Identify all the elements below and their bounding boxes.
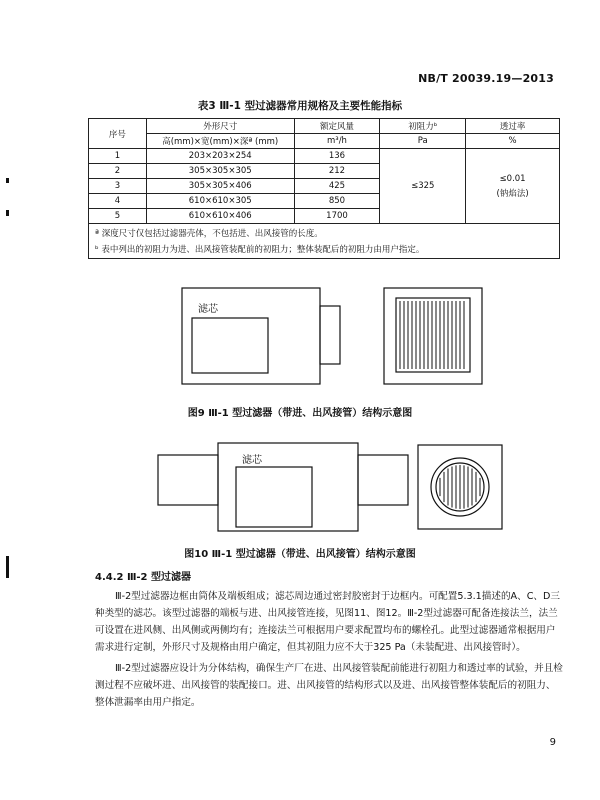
filter-core-label: 滤芯 bbox=[242, 455, 262, 466]
page-number: 9 bbox=[549, 737, 556, 748]
section-heading: 4.4.2 Ⅲ-2 型过滤器 bbox=[95, 572, 191, 583]
outlet-duct bbox=[358, 455, 408, 505]
figure10-caption: 图10 Ⅲ-1 型过滤器（带进、出风接管）结构示意图 bbox=[184, 549, 416, 560]
cell-dims: 305×305×406 bbox=[146, 179, 294, 194]
table-note-b: ᵇ 表中列出的初阻力为进、出风接管装配前的初阻力；整体装配后的初阻力由用户指定。 bbox=[95, 245, 425, 255]
filter-core-box bbox=[192, 318, 268, 373]
figure9-diagram bbox=[170, 280, 490, 400]
header-dims: 外形尺寸 bbox=[146, 119, 294, 134]
efficiency-method: (钠焰法) bbox=[496, 188, 529, 199]
table-note-a: ª 深度尺寸仅包括过滤器壳体，不包括进、出风接管的长度。 bbox=[95, 229, 323, 239]
filter-housing-side-view bbox=[182, 288, 320, 384]
margin-mark bbox=[6, 556, 9, 578]
cell-seq: 1 bbox=[89, 149, 147, 164]
filter-core-label: 滤芯 bbox=[198, 304, 218, 315]
cell-seq: 2 bbox=[89, 164, 147, 179]
standard-number: NB/T 20039.19—2013 bbox=[418, 72, 554, 85]
pleat-lines bbox=[440, 465, 480, 509]
header-seq: 序号 bbox=[89, 119, 147, 149]
pleated-media-square bbox=[396, 298, 470, 372]
cell-dims: 610×610×305 bbox=[146, 194, 294, 209]
cell-seq: 4 bbox=[89, 194, 147, 209]
section-paragraph-2: Ⅲ-2型过滤器应设计为分体结构，确保生产厂在进、出风接管装配前能进行初阻力和透过率的试验，并且检测过程不应破坏进、出风接管的装配接口。进、出风接管的结构形式以及进、出风接管整体装配后的初阻力、整体泄漏率由用户指定。 bbox=[95, 663, 563, 708]
table-row bbox=[89, 149, 560, 164]
cell-seq: 3 bbox=[89, 179, 147, 194]
margin-mark bbox=[6, 178, 9, 183]
cell-efficiency bbox=[466, 149, 560, 224]
filter-core-box bbox=[236, 467, 312, 527]
cell-dims: 305×305×305 bbox=[146, 164, 294, 179]
filter-housing-side-view bbox=[218, 443, 358, 531]
header-resistance: 初阻力ᵇ bbox=[380, 119, 466, 134]
cell-airflow: 136 bbox=[294, 149, 380, 164]
header-airflow: 额定风量 bbox=[294, 119, 380, 134]
efficiency-value: ≤0.01 bbox=[499, 173, 526, 184]
header-resistance-unit: Pa bbox=[380, 134, 466, 149]
cell-airflow: 212 bbox=[294, 164, 380, 179]
table-caption: 表3 Ⅲ-1 型过滤器常用规格及主要性能指标 bbox=[197, 100, 403, 112]
header-efficiency-unit: % bbox=[466, 134, 560, 149]
cell-resistance: ≤325 bbox=[380, 149, 466, 224]
filter-housing-front-view bbox=[384, 288, 482, 384]
header-dims-unit: 高(mm)×宽(mm)×深ª (mm) bbox=[146, 134, 294, 149]
cell-seq: 5 bbox=[89, 209, 147, 224]
header-efficiency: 透过率 bbox=[466, 119, 560, 134]
margin-mark bbox=[6, 210, 9, 216]
cell-airflow: 1700 bbox=[294, 209, 380, 224]
spec-table bbox=[88, 118, 560, 259]
figure10-diagram bbox=[150, 433, 510, 543]
cell-airflow: 425 bbox=[294, 179, 380, 194]
header-airflow-unit: m³/h bbox=[294, 134, 380, 149]
cell-airflow: 850 bbox=[294, 194, 380, 209]
cell-dims: 203×203×254 bbox=[146, 149, 294, 164]
pleat-lines bbox=[400, 301, 464, 369]
inlet-duct bbox=[158, 455, 218, 505]
outlet-duct bbox=[320, 306, 340, 364]
table-notes-row bbox=[89, 224, 560, 259]
section-paragraph-1: Ⅲ-2型过滤器边框由筒体及端板组成；滤芯周边通过密封胶密封于边框内。可配置5.3.1描述的A、C、D三种类型的滤芯。该型过滤器的端板与进、出风接管连接，见图11、图12。Ⅲ-2型过滤器可配备连接法兰，法兰可设置在进风侧、出风侧或两侧均有；连接法兰可根据用户要求配置均布的螺栓孔。此型过滤器通常根据用户需求进行定制，外形尺寸及规格由用户确定，但其初阻力应不大于325 Pa（未装配进、出风接管时）。 bbox=[95, 591, 560, 653]
figure9-caption: 图9 Ⅲ-1 型过滤器（带进、出风接管）结构示意图 bbox=[187, 408, 413, 419]
cell-dims: 610×610×406 bbox=[146, 209, 294, 224]
